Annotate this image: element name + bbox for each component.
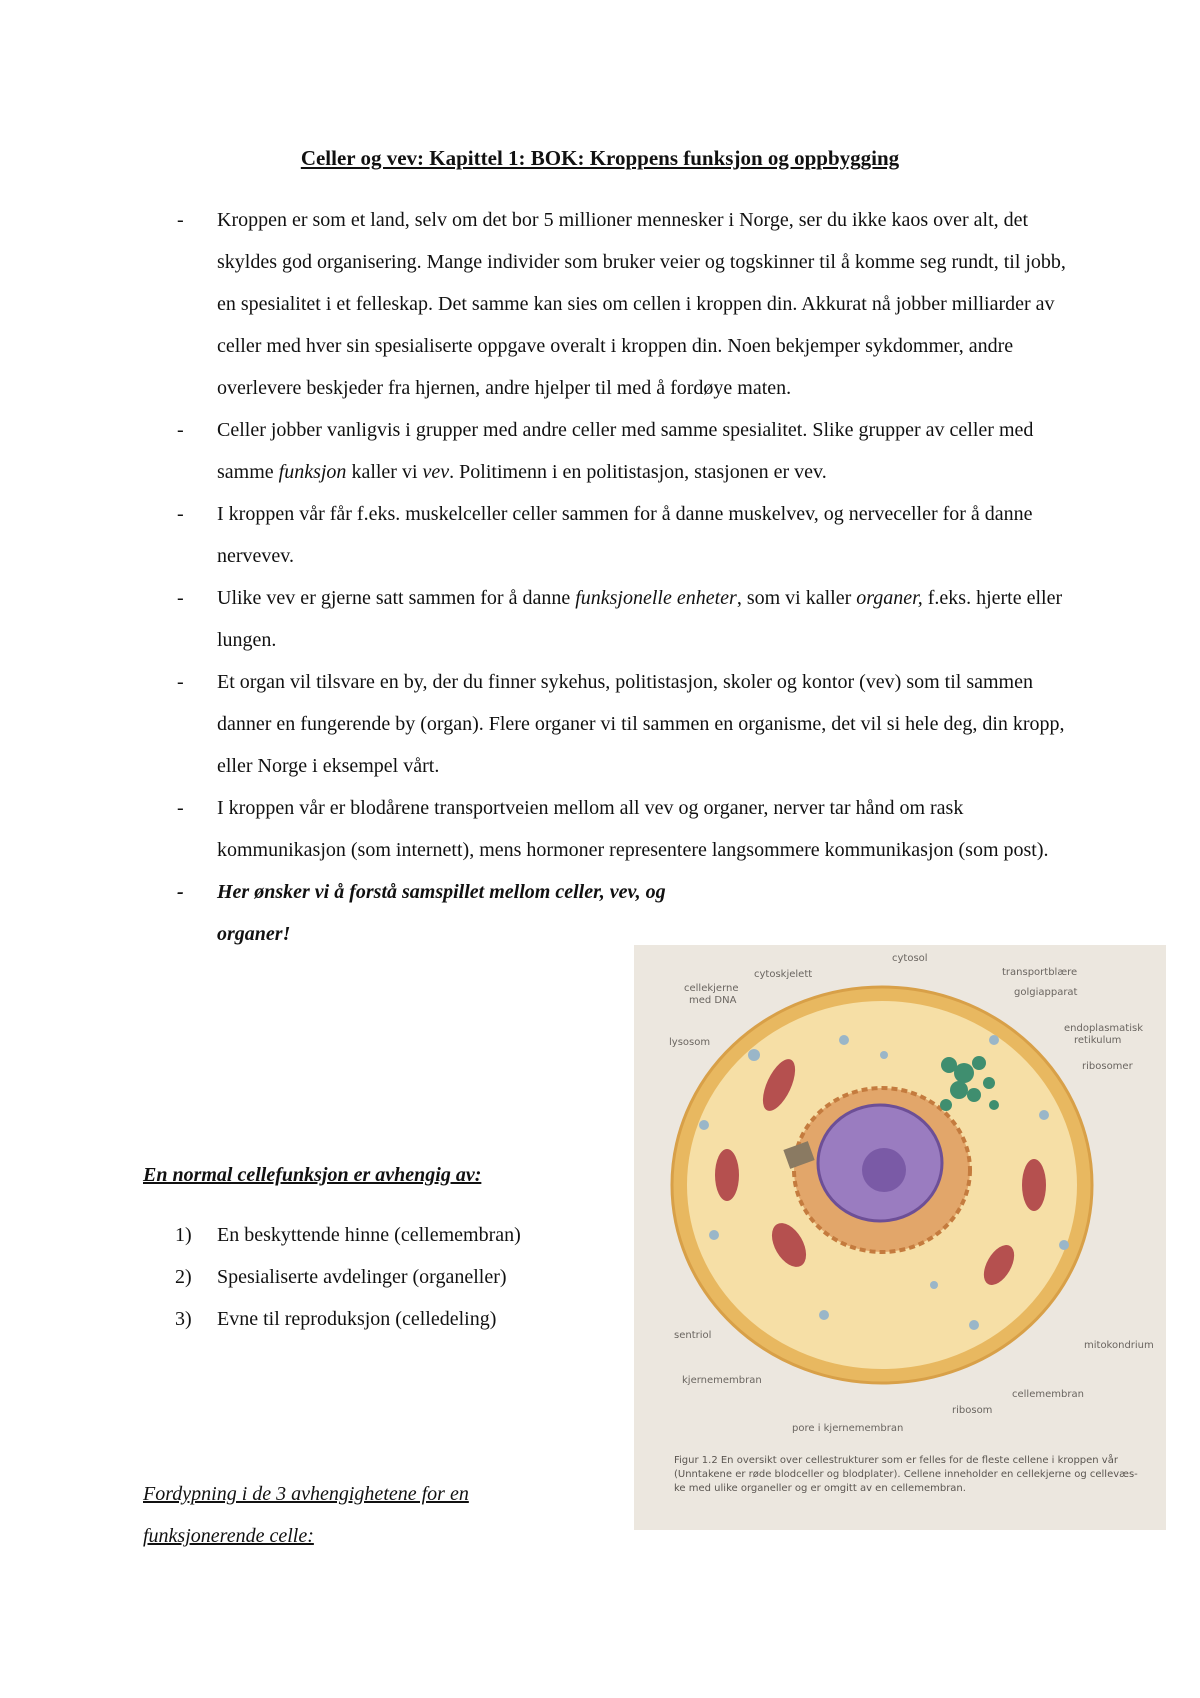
diagram-shape (950, 1081, 968, 1099)
diagram-shape (880, 1051, 888, 1059)
bullet-list (175, 199, 1075, 955)
bullet-text: f.eks. hjerte eller lungen. (217, 587, 1063, 651)
caption-line-2: (Unntakene er røde blodceller og blodplater). Cellene inneholder en cellekjerne og cellevæs- (674, 1469, 1138, 1480)
label-er1: endoplasmatisk (1064, 1023, 1143, 1034)
item-number: 1) (175, 1224, 192, 1246)
item-number: 2) (175, 1266, 192, 1288)
label-cytoskjelett: cytoskjelett (754, 969, 813, 980)
diagram-shape (969, 1320, 979, 1330)
label-ribosomer: ribosomer (1082, 1061, 1133, 1072)
label-ribosom: ribosom (952, 1405, 993, 1416)
label-lysosom: lysosom (669, 1037, 711, 1048)
bullet-text: , som vi kaller (736, 587, 857, 609)
bullet-text: I kroppen vår får f.eks. muskelceller celler sammen for å danne muskelvev, og nerveceller for å danne nervevev. (217, 503, 1033, 567)
numbered-item (175, 1214, 521, 1256)
diagram-shape (983, 1077, 995, 1089)
bullet-text: funksjon (278, 461, 347, 483)
bullet-text: Kroppen er som et land, selv om det bor 5 millioner mennesker i Norge, ser du ikke kaos over alt, det skyldes god organisering. Mange individer som bruker veier og togskinner til å komme seg rundt, til jobb, en spesialitet i et felleskap. Det samme kan sies om cellen i kroppen din. Akkurat nå jobber milliarder av celler med hver sin spesialiserte oppgave overalt i kroppen din. Noen bekjemper sykdommer, andre overlevere beskjeder fra hjernen, andre hjelper til med å fordøye maten. (217, 209, 1066, 399)
label-mitokondrium: mitokondrium (1084, 1340, 1154, 1351)
bullet-item (175, 409, 1075, 493)
diagram-shape (954, 1063, 974, 1083)
bullet-item (175, 787, 1075, 871)
diagram-shape (839, 1035, 849, 1045)
cell-diagram-photo (634, 945, 1166, 1530)
diagram-shape (930, 1281, 938, 1289)
label-cellemembran: cellemembran (1012, 1389, 1084, 1400)
bullet-text: organer, (856, 587, 923, 609)
bullet-text: funksjonelle enheter (575, 587, 737, 609)
diagram-shape (940, 1099, 952, 1111)
label-sentriol: sentriol (674, 1330, 712, 1341)
mitochondrium (1022, 1159, 1046, 1211)
caption-line-1: Figur 1.2 En oversikt over cellestrukturer som er felles for de fleste cellene i kroppen vår (674, 1455, 1118, 1466)
item-number: 3) (175, 1308, 192, 1330)
bullet-text: vev (422, 461, 450, 483)
bullet-item (175, 199, 1075, 409)
bullet-item (175, 493, 1075, 577)
numbered-item (175, 1298, 521, 1340)
bullet-item (175, 577, 1075, 661)
bullet-item (175, 871, 677, 955)
label-golgiapparat: golgiapparat (1014, 987, 1078, 998)
bullet-text: . Politimenn i en politistasjon, stasjonen er vev. (449, 461, 827, 483)
item-text: En beskyttende hinne (cellemembran) (217, 1224, 521, 1246)
item-text: Spesialiserte avdelinger (organeller) (217, 1266, 507, 1288)
numbered-item (175, 1256, 521, 1298)
label-cytosol: cytosol (892, 953, 928, 964)
bullet-text: kaller vi (346, 461, 423, 483)
bullet-text: Her ønsker vi å forstå samspillet mellom celler, vev, og organer! (217, 881, 666, 945)
caption-line-3: ke med ulike organeller og er omgitt av en cellemembran. (674, 1483, 966, 1494)
bullet-text: Et organ vil tilsvare en by, der du finner sykehus, politistasjon, skoler og kontor (vev) som til sammen danner en fungerende by (organ). Flere organer vi til sammen en organisme, det vil si hele deg, din kropp, eller Norge i eksempel vårt. (217, 671, 1065, 777)
mitochondrium (715, 1149, 739, 1201)
diagram-shape (709, 1230, 719, 1240)
diagram-shape (1059, 1240, 1069, 1250)
subsection-heading: Fordypning i de 3 avhengighetene for en funksjonerende celle: (143, 1483, 469, 1547)
numbered-list (175, 1214, 521, 1340)
label-pore: pore i kjernemembran (792, 1423, 904, 1434)
diagram-shape (989, 1100, 999, 1110)
label-er2: retikulum (1074, 1035, 1122, 1046)
diagram-shape (972, 1056, 986, 1070)
item-text: Evne til reproduksjon (celledeling) (217, 1308, 497, 1330)
bullet-text: I kroppen vår er blodårene transportveien mellom all vev og organer, nerver tar hånd om rask kommunikasjon (som internett), mens hormoner representere langsommere kommunikasjon (som post). (217, 797, 1049, 861)
label-kjernemembran: kjernemembran (682, 1375, 762, 1386)
diagram-shape (967, 1088, 981, 1102)
diagram-shape (819, 1310, 829, 1320)
bullet-text: Celler jobber vanligvis i grupper med andre celler med samme spesialitet. Slike grupper av celler med samme (217, 419, 1034, 483)
diagram-shape (699, 1120, 709, 1130)
page-title: Celler og vev: Kapittel 1: BOK: Kroppens funksjon og oppbygging (300, 146, 900, 170)
bullet-text: Ulike vev er gjerne satt sammen for å danne (217, 587, 576, 609)
diagram-shape (748, 1049, 760, 1061)
diagram-shape (1039, 1110, 1049, 1120)
label-transportblaere: transportblære (1002, 967, 1078, 978)
nucleolus (862, 1148, 906, 1192)
label-cellekjerne: cellekjerne (684, 983, 739, 994)
diagram-shape (989, 1035, 999, 1045)
bullet-item (175, 661, 1075, 787)
label-dna: med DNA (689, 995, 737, 1006)
section-heading: En normal cellefunksjon er avhengig av: (143, 1164, 482, 1186)
